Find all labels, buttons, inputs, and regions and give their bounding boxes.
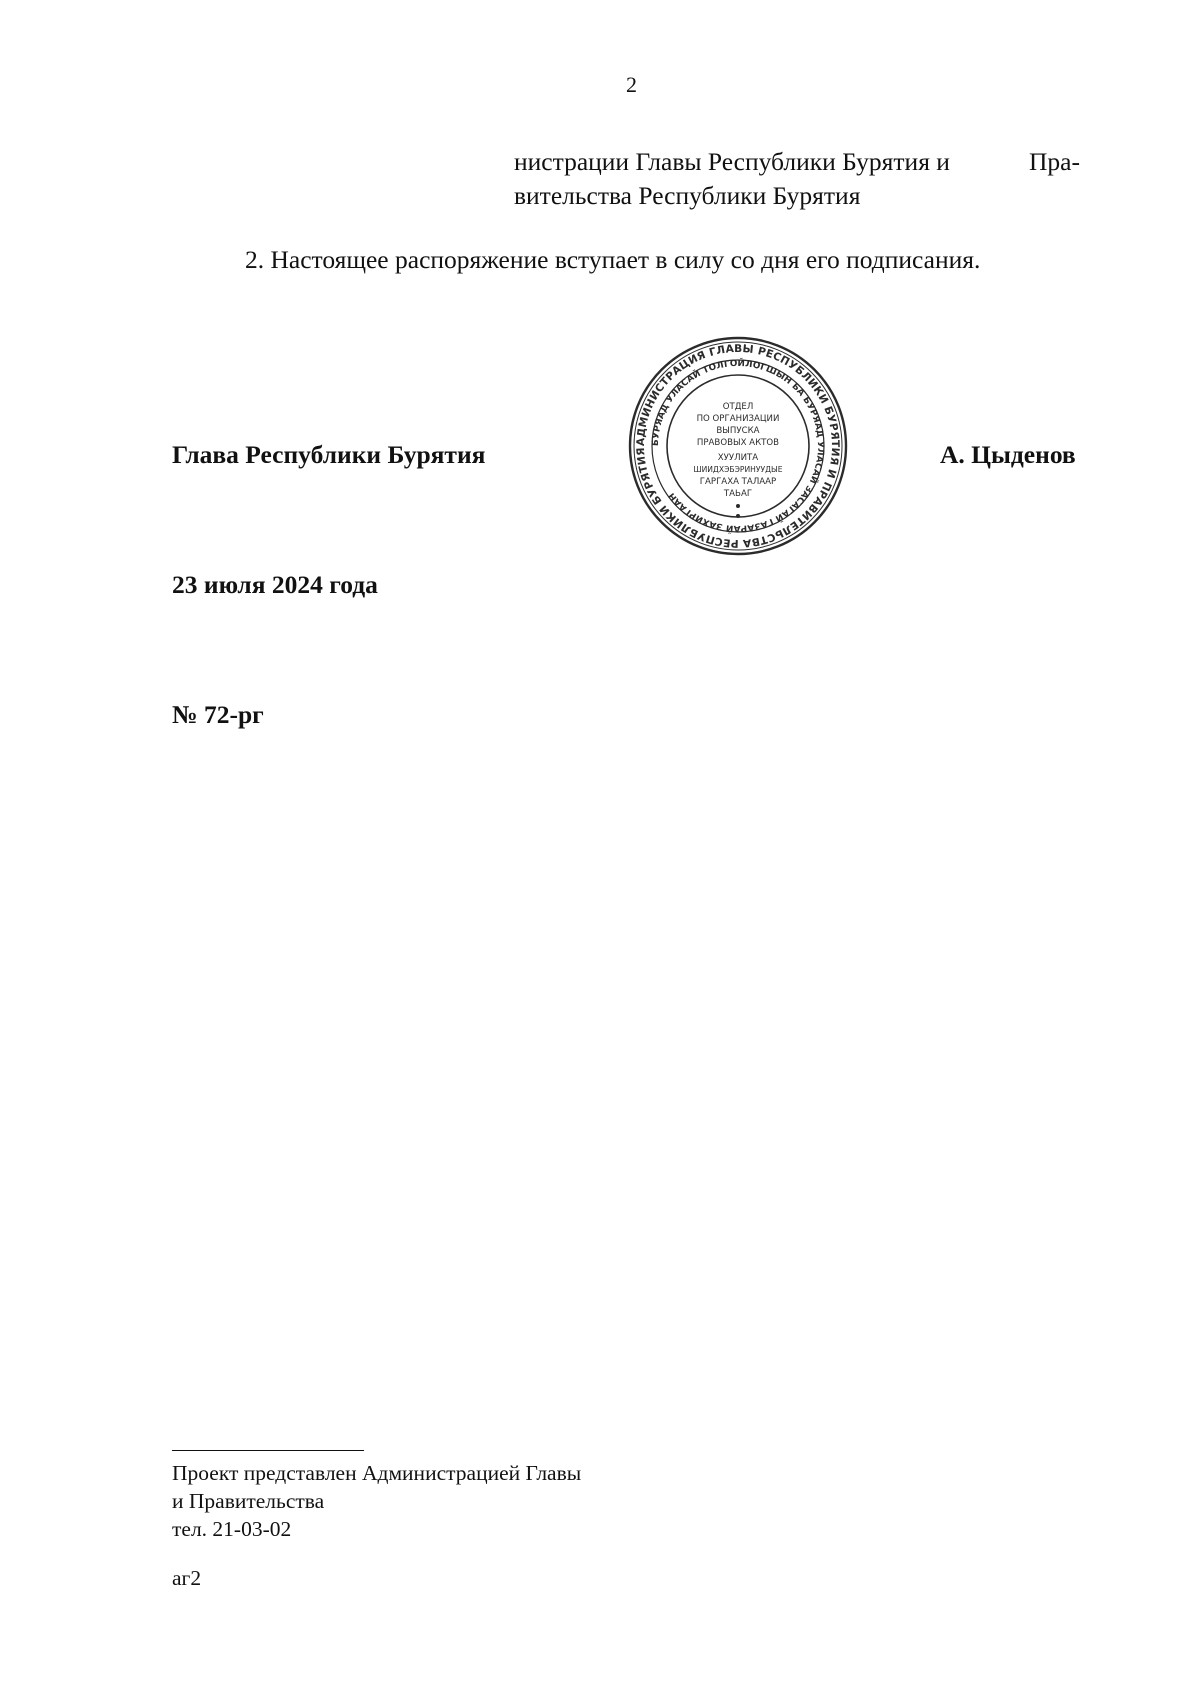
continuation-text: [514, 145, 1080, 213]
paragraph-2: 2. Настоящее распоряжение вступает в силу со дня его подписания.: [245, 245, 981, 274]
seal-center-line-3: ВЫПУСКА: [716, 426, 760, 436]
seal-outer-text: АДМИНИСТРАЦИЯ ГЛАВЫ РЕСПУБЛИКИ БУРЯТИЯ И ПРАВИТЕЛЬСТВА РЕСПУБЛИКИ БУРЯТИЯ: [634, 342, 842, 550]
continuation-line-1-right: Пра-: [1029, 147, 1080, 176]
footnote-line-2: и Правительства: [172, 1489, 325, 1513]
seal-inner-text: БУРЯАД УЛАСАЙ ТОЛГОЙЛОГШЫН БА БУРЯАД УЛАСАЙ ЗАСАГАЙ ГАЗАРАЙ ЗАХИРГААН: [650, 358, 826, 534]
seal-center-line-4: ПРАВОВЫХ АКТОВ: [696, 438, 780, 448]
signatory-position: Глава Республики Бурятия: [172, 440, 486, 469]
page-number: 2: [626, 72, 637, 97]
footnote-divider: [172, 1450, 364, 1451]
signatory-name: А. Цыденов: [940, 440, 1076, 469]
seal-center-line-2: ПО ОРГАНИЗАЦИИ: [696, 414, 780, 424]
seal-center-line-1: ОТДЕЛ: [722, 402, 754, 412]
seal-dot-1: [736, 504, 740, 508]
continuation-line-2: вительства Республики Бурятия: [514, 181, 861, 210]
seal-center-line-6: ШИИДХЭБЭРИНУУДЫЕ: [693, 465, 783, 474]
seal-dot-2: [736, 514, 740, 518]
document-date: 23 июля 2024 года: [172, 570, 378, 599]
footnote: [172, 1459, 581, 1543]
continuation-line-1: [514, 145, 1080, 179]
official-seal: [626, 334, 850, 558]
executor-code: аг2: [172, 1566, 202, 1590]
seal-center-line-8: ТАЬАГ: [723, 489, 753, 499]
seal-center-line-5: ХУУЛИТА: [717, 453, 759, 463]
footnote-line-3: тел. 21-03-02: [172, 1517, 292, 1541]
continuation-line-1-left: нистрации Главы Республики Бурятия и: [514, 147, 950, 176]
footnote-line-1: Проект представлен Администрацией Главы: [172, 1461, 582, 1485]
document-number: № 72-рг: [172, 700, 264, 729]
seal-center-line-7: ГАРГАХА ТАЛААР: [699, 477, 777, 487]
